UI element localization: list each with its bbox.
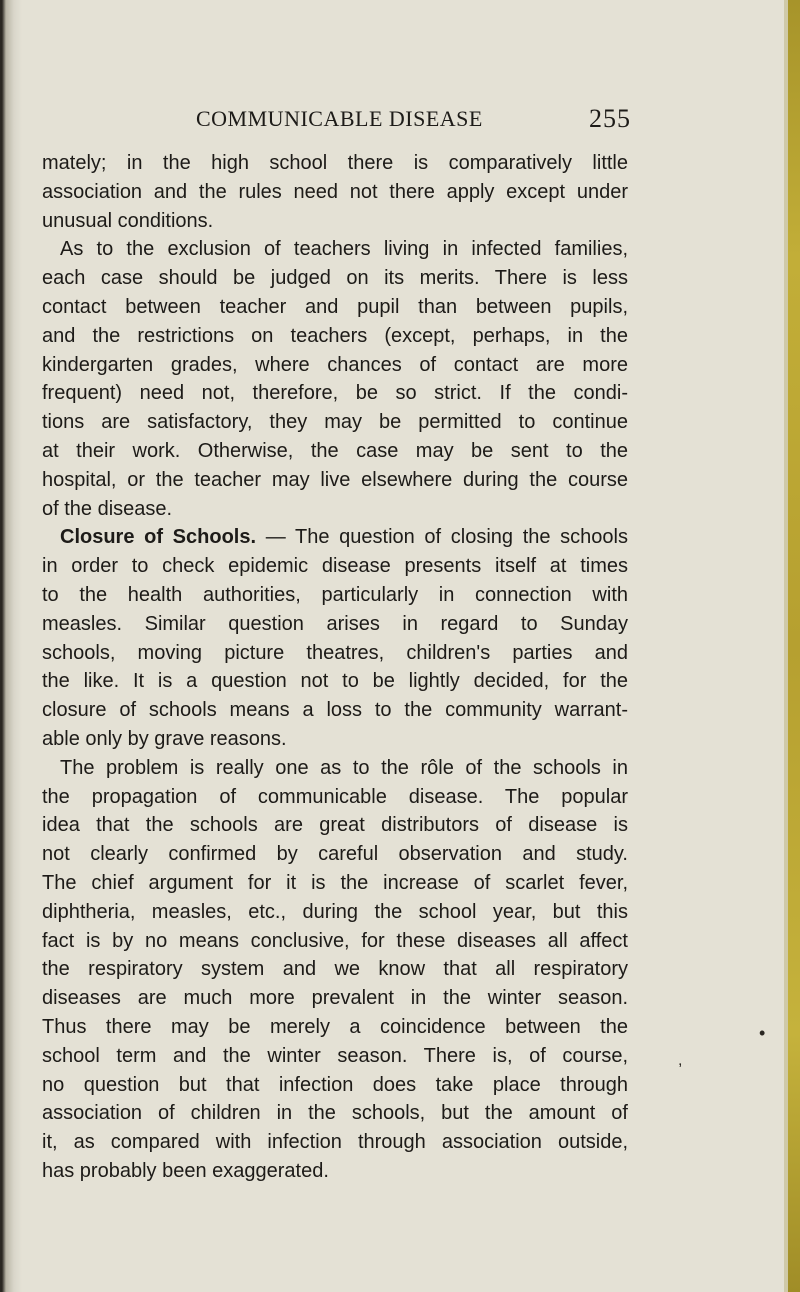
running-title: COMMUNICABLE DISEASE bbox=[196, 106, 483, 131]
text-line: and the restrictions on teachers (except, perhaps, in the bbox=[42, 324, 628, 347]
text-line: idea that the schools are great distributors of disease is bbox=[42, 814, 628, 837]
text-line: school term and the winter season. There is, of course, bbox=[42, 1044, 628, 1067]
body-text bbox=[42, 149, 628, 1186]
section-heading-closure-of-schools: Closure of Schools. bbox=[60, 526, 257, 549]
text-line: to the health authorities, particularly in connection with bbox=[42, 583, 628, 606]
text-line: at their work. Otherwise, the case may be sent to the bbox=[42, 439, 628, 462]
text-line: As to the exclusion of teachers living in infected families, bbox=[60, 238, 628, 261]
margin-dot-mark: • bbox=[759, 1023, 766, 1043]
text-line: schools, moving picture theatres, children's parties and bbox=[42, 641, 628, 664]
text-line: hospital, or the teacher may live elsewhere during the course bbox=[42, 468, 628, 491]
text-line: in order to check epidemic disease presents itself at times bbox=[42, 555, 628, 578]
text-line: fact is by no means conclusive, for these diseases all affect bbox=[42, 929, 628, 952]
page-number: 255 bbox=[589, 104, 631, 133]
text-line: of the disease. bbox=[42, 497, 173, 520]
text-line: closure of schools means a loss to the community warrant- bbox=[42, 699, 628, 722]
closure-heading-line-rest: — The question of closing the schools bbox=[256, 526, 628, 549]
text-line: diseases are much more prevalent in the winter season. bbox=[42, 987, 628, 1010]
text-line: each case should be judged on its merits. There is less bbox=[42, 267, 628, 290]
text-line: mately; in the high school there is comparatively little bbox=[42, 152, 628, 174]
text-line: has probably been exaggerated. bbox=[42, 1159, 329, 1182]
text-line: The chief argument for it is the increase of scarlet fever, bbox=[42, 871, 628, 894]
text-line: the like. It is a question not to be lightly decided, for the bbox=[42, 670, 628, 693]
text-line: unusual conditions. bbox=[42, 209, 214, 232]
closure-heading-line bbox=[42, 523, 628, 552]
text-line: tions are satisfactory, they may be permitted to continue bbox=[42, 411, 628, 434]
text-line: contact between teacher and pupil than between pupils, bbox=[42, 295, 628, 318]
text-line: no question but that infection does take place through bbox=[42, 1073, 628, 1096]
text-line: association and the rules need not there apply except under bbox=[42, 180, 628, 203]
text-line: association of children in the schools, but the amount of bbox=[42, 1102, 628, 1125]
text-line: Thus there may be merely a coincidence between the bbox=[42, 1015, 628, 1038]
margin-comma-mark: , bbox=[678, 1052, 683, 1069]
book-spine-edge bbox=[788, 0, 800, 1292]
text-line: frequent) need not, therefore, be so strict. If the condi- bbox=[42, 382, 628, 405]
text-line: the respiratory system and we know that all respiratory bbox=[42, 958, 628, 981]
text-line: measles. Similar question arises in regard to Sunday bbox=[42, 612, 628, 635]
text-line: kindergarten grades, where chances of contact are more bbox=[42, 353, 628, 376]
text-line: it, as compared with infection through association outside, bbox=[42, 1131, 628, 1154]
text-line: the propagation of communicable disease. The popular bbox=[42, 785, 628, 808]
page-left-edge-shadow bbox=[0, 0, 22, 1292]
text-line: diphtheria, measles, etc., during the school year, but this bbox=[42, 900, 628, 923]
text-line: not clearly confirmed by careful observation and study. bbox=[42, 843, 628, 866]
text-line: able only by grave reasons. bbox=[42, 727, 287, 750]
running-head bbox=[0, 104, 800, 140]
text-line: The problem is really one as to the rôle of the schools in bbox=[60, 756, 628, 779]
